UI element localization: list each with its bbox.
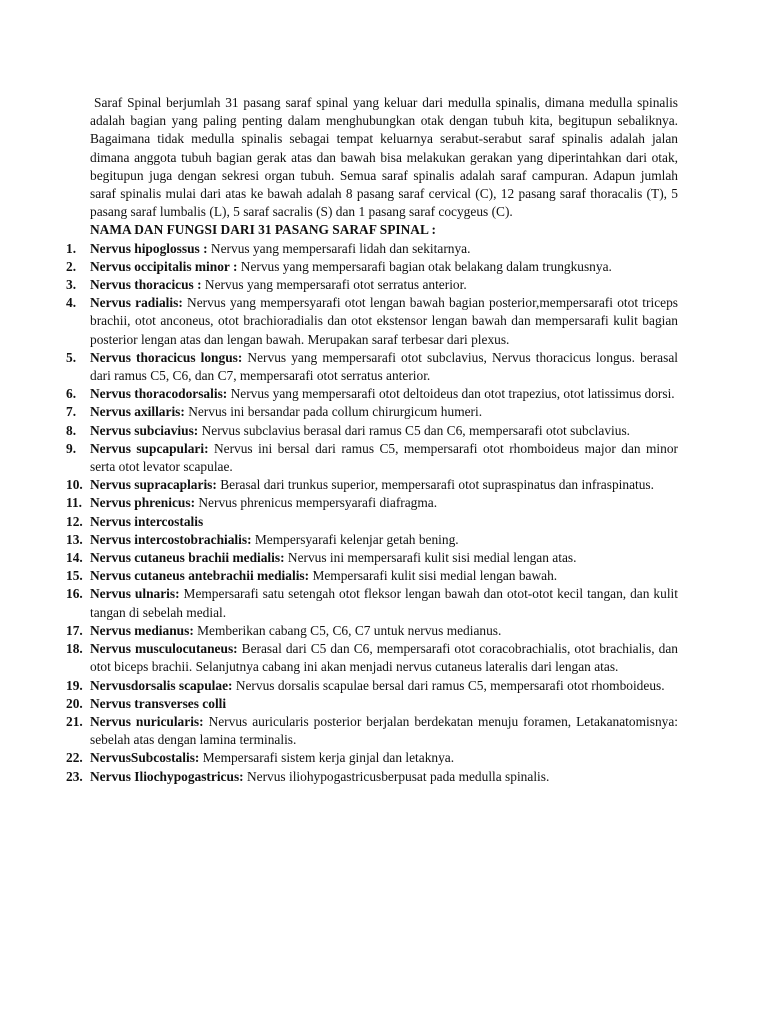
list-item — [66, 385, 678, 403]
nerve-name: Nervus thoracicus : — [90, 277, 202, 293]
nerve-name: Nervus radialis: — [90, 295, 183, 311]
list-item — [66, 276, 678, 294]
list-item-number: 20. — [66, 695, 83, 711]
list-item-number: 16. — [66, 586, 83, 602]
list-item — [66, 258, 678, 276]
list-item — [66, 294, 678, 349]
nerve-name: Nervus supracaplaris: — [90, 477, 217, 493]
nerve-name: Nervus axillaris: — [90, 404, 185, 420]
list-item — [66, 440, 679, 476]
list-item — [66, 585, 678, 621]
nerve-name: Nervus phrenicus: — [90, 495, 196, 511]
list-item-number: 2. — [66, 258, 77, 274]
nerve-description: Berasal dari trunkus superior, mempersarafi otot supraspinatus dan infraspinatus. — [216, 477, 654, 493]
nerve-description: Nervus ini mempersarafi kulit sisi medial lengan atas. — [284, 550, 577, 566]
list-item-number: 1. — [66, 240, 77, 256]
nerve-description: Nervus ini bersandar pada collum chirurgicum humeri. — [184, 404, 483, 420]
nerve-list — [66, 240, 679, 786]
intro-paragraph: Saraf Spinal berjumlah 31 pasang saraf spinal yang keluar dari medulla spinalis, dimana medulla spinalis adalah bagian yang paling penting dalam menghubungkan otak dengan tubuh kita, begitupun sebaliknya. Bagaimana tidak medulla spinalis sebagai tempat keluarnya serabut-serabut saraf spinalis adalah jalan dimana anggota tubuh bagian gerak atas dan bawah bisa melakukan gerakan yang diperintahkan dari otak, begitupun juga dengan sekresi organ tubuh. Semua saraf spinalis adalah saraf campuran. Adapun jumlah saraf spinalis mulai dari atas ke bawah adalah 8 pasang saraf cervical (C), 12 pasang saraf thoracalis (T), 5 pasang saraf lumbalis (L), 5 saraf sacralis (S) dan 1 pasang saraf cocygeus (C). — [90, 95, 678, 220]
nerve-description: Nervus ini bersal dari ramus C5, mempersarafi otot rhomboideus major dan minor serta otot levator scapulae. — [90, 440, 679, 475]
nerve-description: Nervus phrenicus mempersyarafi diafragma. — [195, 495, 438, 511]
nerve-name: Nervus intercostobrachialis: — [90, 531, 252, 547]
list-item-number: 18. — [66, 641, 83, 657]
nerve-name: Nervus musculocutaneus: — [90, 641, 238, 657]
list-item-number: 21. — [66, 713, 83, 729]
list-item-number: 8. — [66, 422, 77, 438]
list-item-number: 12. — [66, 513, 83, 529]
list-item — [66, 677, 678, 695]
list-item-number: 9. — [66, 440, 77, 456]
nerve-name: Nervus subciavius: — [90, 422, 199, 438]
list-item — [66, 640, 678, 676]
list-item — [66, 622, 678, 640]
nerve-description: Nervus yang mempersarafi otot deltoideus dan otot trapezius, otot latissimus dorsi. — [227, 386, 675, 402]
list-item — [66, 476, 678, 494]
nerve-description: Nervus yang mempersarafi bagian otak belakang dalam trungkusnya. — [237, 258, 612, 274]
nerve-description: Nervus auricularis posterior berjalan berdekatan menuju foramen, Letakanatomisnya: sebelah atas dengan lamina terminalis. — [90, 713, 678, 748]
list-item — [66, 513, 678, 531]
nerve-description: Mempersarafi sistem kerja ginjal dan letaknya. — [199, 750, 455, 766]
nerve-name: Nervus cutaneus antebrachii medialis: — [90, 568, 310, 584]
nerve-name: Nervus medianus: — [90, 622, 194, 638]
list-item — [66, 768, 678, 786]
nerve-name: Nervus hipoglossus : — [90, 240, 208, 256]
list-item — [66, 403, 678, 421]
list-item-number: 23. — [66, 768, 83, 784]
list-item — [66, 549, 678, 567]
nerve-name: Nervus ulnaris: — [90, 586, 180, 602]
nerve-description: Mempersyarafi kelenjar getah bening. — [251, 531, 459, 547]
nerve-description: Memberikan cabang C5, C6, C7 untuk nervus medianus. — [193, 622, 502, 638]
nerve-name: Nervus supcapulari: — [90, 440, 209, 456]
list-item — [66, 749, 678, 767]
nerve-name: Nervus thoracicus longus: — [90, 349, 243, 365]
nerve-name: Nervus thoracodorsalis: — [90, 386, 228, 402]
nerve-description: Nervus iliohypogastricusberpusat pada medulla spinalis. — [243, 768, 550, 784]
nerve-name: Nervus nuricularis: — [90, 713, 204, 729]
list-item-number: 7. — [66, 404, 77, 420]
list-item-number: 19. — [66, 677, 83, 693]
list-item — [66, 713, 678, 749]
list-item — [66, 695, 678, 713]
nerve-name: Nervus cutaneus brachii medialis: — [90, 550, 285, 566]
nerve-name: Nervusdorsalis scapulae: — [90, 677, 233, 693]
list-item-number: 10. — [66, 477, 83, 493]
list-item-number: 15. — [66, 568, 83, 584]
nerve-description: Nervus yang mempersyarafi otot lengan bawah bagian posterior,mempersarafi otot triceps brachii, otot anconeus, otot brachioradialis dan otot ekstensor lengan bawah dan mempersarafi kulit bagian posterior lengan atas dan lengan bawah. Merupakan saraf terbesar dari plexus. — [90, 295, 678, 347]
nerve-description: Nervus subclavius berasal dari ramus C5 dan C6, mempersarafi otot subclavius. — [198, 422, 631, 438]
nerve-description: Nervus yang mempersarafi lidah dan sekitarnya. — [207, 240, 471, 256]
list-item — [66, 494, 678, 512]
list-item — [66, 531, 678, 549]
list-item — [66, 349, 678, 385]
nerve-name: Nervus transverses colli — [90, 695, 227, 711]
nerve-description: Nervus dorsalis scapulae bersal dari ramus C5, mempersarafi otot rhomboideus. — [232, 677, 665, 693]
list-item-number: 4. — [66, 295, 77, 311]
list-item — [66, 422, 678, 440]
list-item-number: 3. — [66, 277, 77, 293]
nerve-name: Nervus intercostalis — [90, 513, 204, 529]
list-item-number: 22. — [66, 750, 83, 766]
list-item-number: 14. — [66, 550, 83, 566]
nerve-description: Nervus yang mempersarafi otot subclavius, Nervus thoracicus longus. berasal dari ramus C5, C6, dan C7, mempersarafi otot serratus anterior. — [90, 349, 678, 384]
nerve-description: Berasal dari C5 dan C6, mempersarafi otot coracobrachialis, otot brachialis, dan otot biceps brachii. Selanjutnya cabang ini akan menjadi nervus cutaneus lateralis dari lengan atas. — [90, 641, 678, 675]
list-item-number: 6. — [66, 386, 77, 402]
nerve-description: Mempersarafi satu setengah otot fleksor lengan bawah dan otot-otot kecil tangan, dan kulit tangan di sebelah medial. — [90, 586, 678, 620]
list-item — [66, 567, 678, 585]
document-page — [66, 94, 679, 786]
section-heading: NAMA DAN FUNGSI DARI 31 PASANG SARAF SPINAL : — [90, 222, 436, 238]
list-item-number: 17. — [66, 622, 83, 638]
nerve-description: Nervus yang mempersarafi otot serratus anterior. — [201, 277, 467, 293]
list-item-number: 11. — [66, 495, 82, 511]
nerve-name: Nervus occipitalis minor : — [90, 258, 238, 274]
nerve-description: Mempersarafi kulit sisi medial lengan bawah. — [309, 568, 558, 584]
list-item — [66, 240, 678, 258]
list-item-number: 13. — [66, 531, 83, 547]
nerve-name: Nervus Iliochypogastricus: — [90, 768, 244, 784]
list-item-number: 5. — [66, 349, 77, 365]
nerve-name: NervusSubcostalis: — [90, 750, 200, 766]
